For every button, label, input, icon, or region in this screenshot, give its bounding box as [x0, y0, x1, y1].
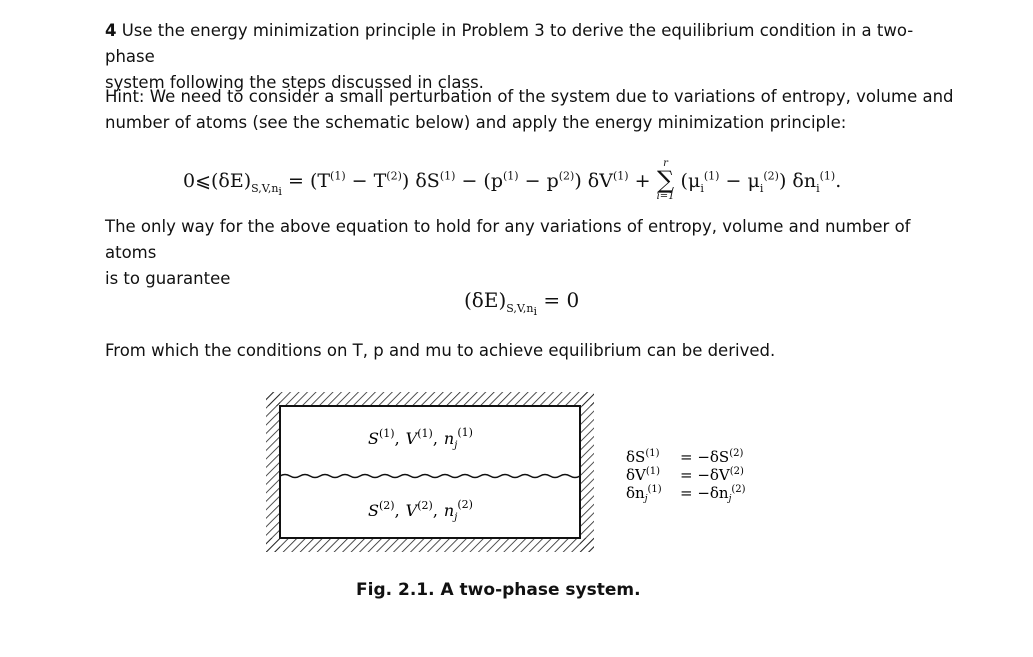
svg-text:δV(1)= −δV(2): $\delta V^{(1)} = -\delta V^{(2)}$ — [626, 466, 744, 484]
hint-line-1: Hint: We need to consider a small perturbation of the system due to variations of entropy, volume and — [105, 87, 954, 106]
conclusion-line-2: is to guarantee — [105, 269, 231, 288]
svg-text:δS(1)= −δS(2): $\delta S^{(1)} = -\delta S^{(2)}$ — [626, 448, 744, 466]
problem-number: 4 — [105, 21, 117, 40]
problem-line-2: system following the steps discussed in class. — [105, 73, 484, 92]
two-phase-system-figure — [260, 388, 780, 568]
derived-sentence: From which the conditions on T, p and mu to achieve equilibrium can be derived. — [105, 341, 776, 360]
summation-symbol: r ∑ i=1 — [656, 158, 675, 202]
equilibrium-equation: $(\delta E)_{S,V,n_i} = 0$ — [464, 288, 580, 319]
conclusion-line-1: The only way for the above equation to hold for any variations of entropy, volume and number of atoms — [105, 217, 911, 262]
hint-paragraph — [105, 84, 955, 136]
left-wall-hatch — [266, 392, 280, 552]
right-wall-hatch — [580, 392, 594, 552]
hint-line-2: number of atoms (see the schematic below) and apply the energy minimization principle: — [105, 113, 847, 132]
svg-text:S(2),V(2),nj(2): $S^{(2)}$, $V^{(2)}$, $n_j^{(2)}$ — [368, 498, 473, 523]
conservation-relations — [626, 448, 746, 504]
container-box — [280, 406, 580, 538]
svg-text:δnj(1)= −δnj(2): $\delta n_j^{(1)} = -\delta n_j^{(2)}$ — [626, 484, 746, 504]
top-wall-hatch — [266, 392, 594, 406]
figure-caption: Fig. 2.1. A two-phase system. — [356, 580, 641, 600]
svg-text:S(1),V(1),nj(1): $S^{(1)}$, $V^{(1)}$, $n_j^{(1)}$ — [368, 426, 473, 451]
problem-line-1: 4 Use the energy minimization principle in Problem 3 to derive the equilibrium condition in a two-phase — [105, 21, 914, 66]
bottom-wall-hatch — [266, 538, 594, 552]
energy-minimization-equation: $0⩽(\delta E)_{S,V,n_i} = (T^{(1)} - T^{(2)}) \delta S^{(1)} - (p^{(1)} - p^{(2)}) \delta V^{(1)}$ + r ∑ i=1 $(\mu_i^{(1)} - \mu_i^{(2)})$ $\delta n_i^{(1)}$. — [183, 158, 842, 202]
conclusion-paragraph — [105, 214, 955, 292]
